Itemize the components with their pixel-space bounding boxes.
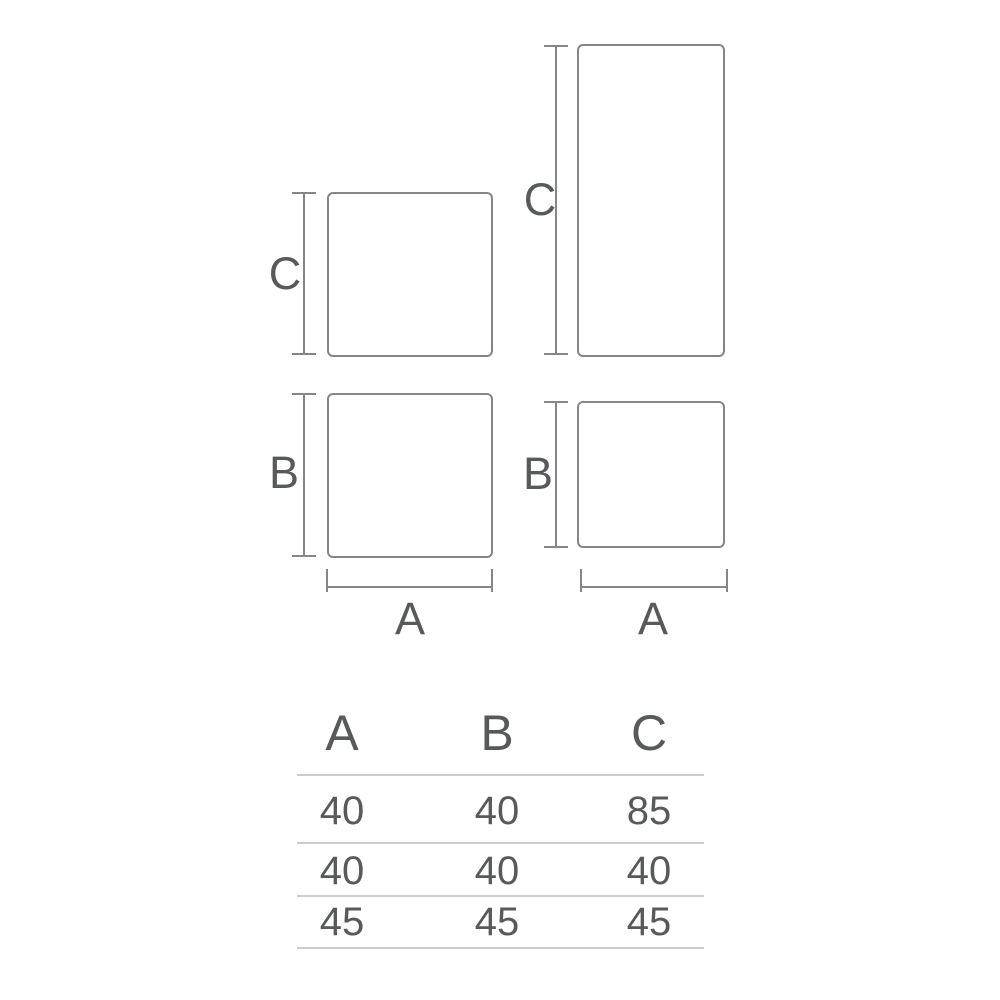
table-cell-r1-a: 40 (319, 789, 365, 833)
table-cell-r1-c: 85 (626, 789, 672, 833)
dim-line-a-right (580, 569, 728, 592)
table-header-a: A (325, 705, 359, 761)
table-cell-r3-a: 45 (319, 900, 365, 944)
table-divider (297, 842, 704, 844)
dim-line (580, 586, 728, 588)
shape-square-height-b-left (327, 393, 493, 558)
dim-label-b-left: B (268, 447, 299, 498)
table-divider (297, 947, 704, 949)
dim-tick (726, 569, 728, 592)
shape-tall-rect-height-c-right (577, 44, 725, 357)
table-cell-r2-a: 40 (319, 849, 365, 893)
dim-tick (292, 555, 316, 557)
table-header-c: C (630, 705, 668, 761)
table-cell-r2-c: 40 (626, 849, 672, 893)
dim-tick (292, 353, 316, 355)
table-cell-r3-c: 45 (626, 900, 672, 944)
dim-line (326, 586, 493, 588)
dim-tick (544, 353, 568, 355)
dim-label-a-left: A (394, 593, 425, 644)
dim-line-a-left (326, 569, 493, 592)
dim-tick (326, 569, 328, 592)
table-header-b: B (480, 705, 514, 761)
dim-label-c-left: C (268, 248, 302, 299)
table-divider (297, 895, 704, 897)
shape-square-height-c-left (327, 192, 493, 357)
table-cell-r2-b: 40 (474, 849, 520, 893)
dim-label-a-right: A (637, 593, 668, 644)
dim-label-b-right: B (522, 448, 553, 499)
dim-tick (580, 569, 582, 592)
dim-tick (544, 546, 568, 548)
shape-square-height-b-right (577, 401, 725, 548)
table-cell-r3-b: 45 (474, 900, 520, 944)
dim-label-c-right: C (523, 174, 557, 225)
table-divider (297, 774, 704, 776)
dim-tick (491, 569, 493, 592)
table-cell-r1-b: 40 (474, 789, 520, 833)
